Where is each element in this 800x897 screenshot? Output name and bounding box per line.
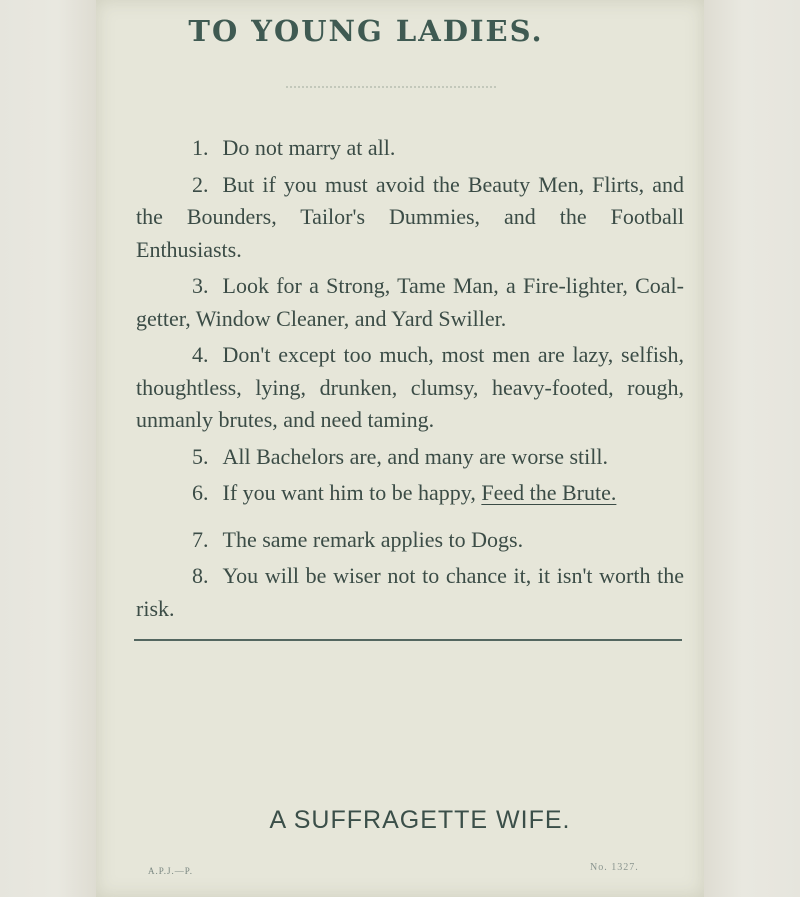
list-item bbox=[136, 339, 684, 437]
item-number: 1. bbox=[192, 135, 209, 160]
decorative-flourish bbox=[286, 86, 496, 94]
emphasis-text: Feed the Brute. bbox=[481, 480, 617, 505]
advice-list bbox=[136, 132, 684, 629]
background-right bbox=[704, 0, 800, 897]
list-item bbox=[136, 132, 684, 165]
item-text: Do not marry at all. bbox=[222, 135, 396, 160]
signature: A SUFFRAGETTE WIFE. bbox=[269, 806, 571, 834]
item-number: 2. bbox=[192, 171, 209, 197]
item-text: Don't except too much, most men are lazy, selfish, thoughtless, lying, drunken, clumsy, heavy-footed, rough, unmanly brutes, and need taming. bbox=[136, 342, 684, 432]
item-text: The same remark applies to Dogs. bbox=[222, 526, 524, 552]
printer-mark: A.P.J.—P. bbox=[148, 866, 194, 876]
background-left bbox=[0, 0, 96, 897]
list-item bbox=[136, 169, 684, 267]
card-number: No. 1327. bbox=[590, 862, 639, 873]
item-number: 5. bbox=[192, 443, 209, 469]
item-number: 3. bbox=[192, 273, 209, 298]
list-item bbox=[136, 477, 684, 510]
item-text: But if you must avoid the Beauty Men, Flirts, and the Bounders, Tailor's Dummies, and the Football Enthusiasts. bbox=[136, 171, 684, 262]
divider-rule bbox=[134, 639, 682, 641]
item-text: If you want him to be happy, bbox=[222, 480, 476, 505]
item-text: You will be wiser not to chance it, it isn't worth the risk. bbox=[136, 563, 684, 621]
postcard bbox=[96, 0, 704, 897]
item-number: 7. bbox=[192, 526, 209, 552]
list-item bbox=[136, 270, 684, 335]
item-number: 4. bbox=[192, 342, 209, 367]
item-number: 6. bbox=[192, 480, 209, 505]
item-number: 8. bbox=[192, 563, 209, 588]
list-item bbox=[136, 560, 684, 625]
item-text: All Bachelors are, and many are worse still. bbox=[222, 443, 608, 469]
item-text: Look for a Strong, Tame Man, a Fire-lighter, Coal-getter, Window Cleaner, and Yard Swiller. bbox=[136, 273, 684, 331]
list-item bbox=[136, 441, 684, 474]
card-title: TO YOUNG LADIES. bbox=[188, 14, 544, 48]
list-item bbox=[136, 524, 684, 557]
